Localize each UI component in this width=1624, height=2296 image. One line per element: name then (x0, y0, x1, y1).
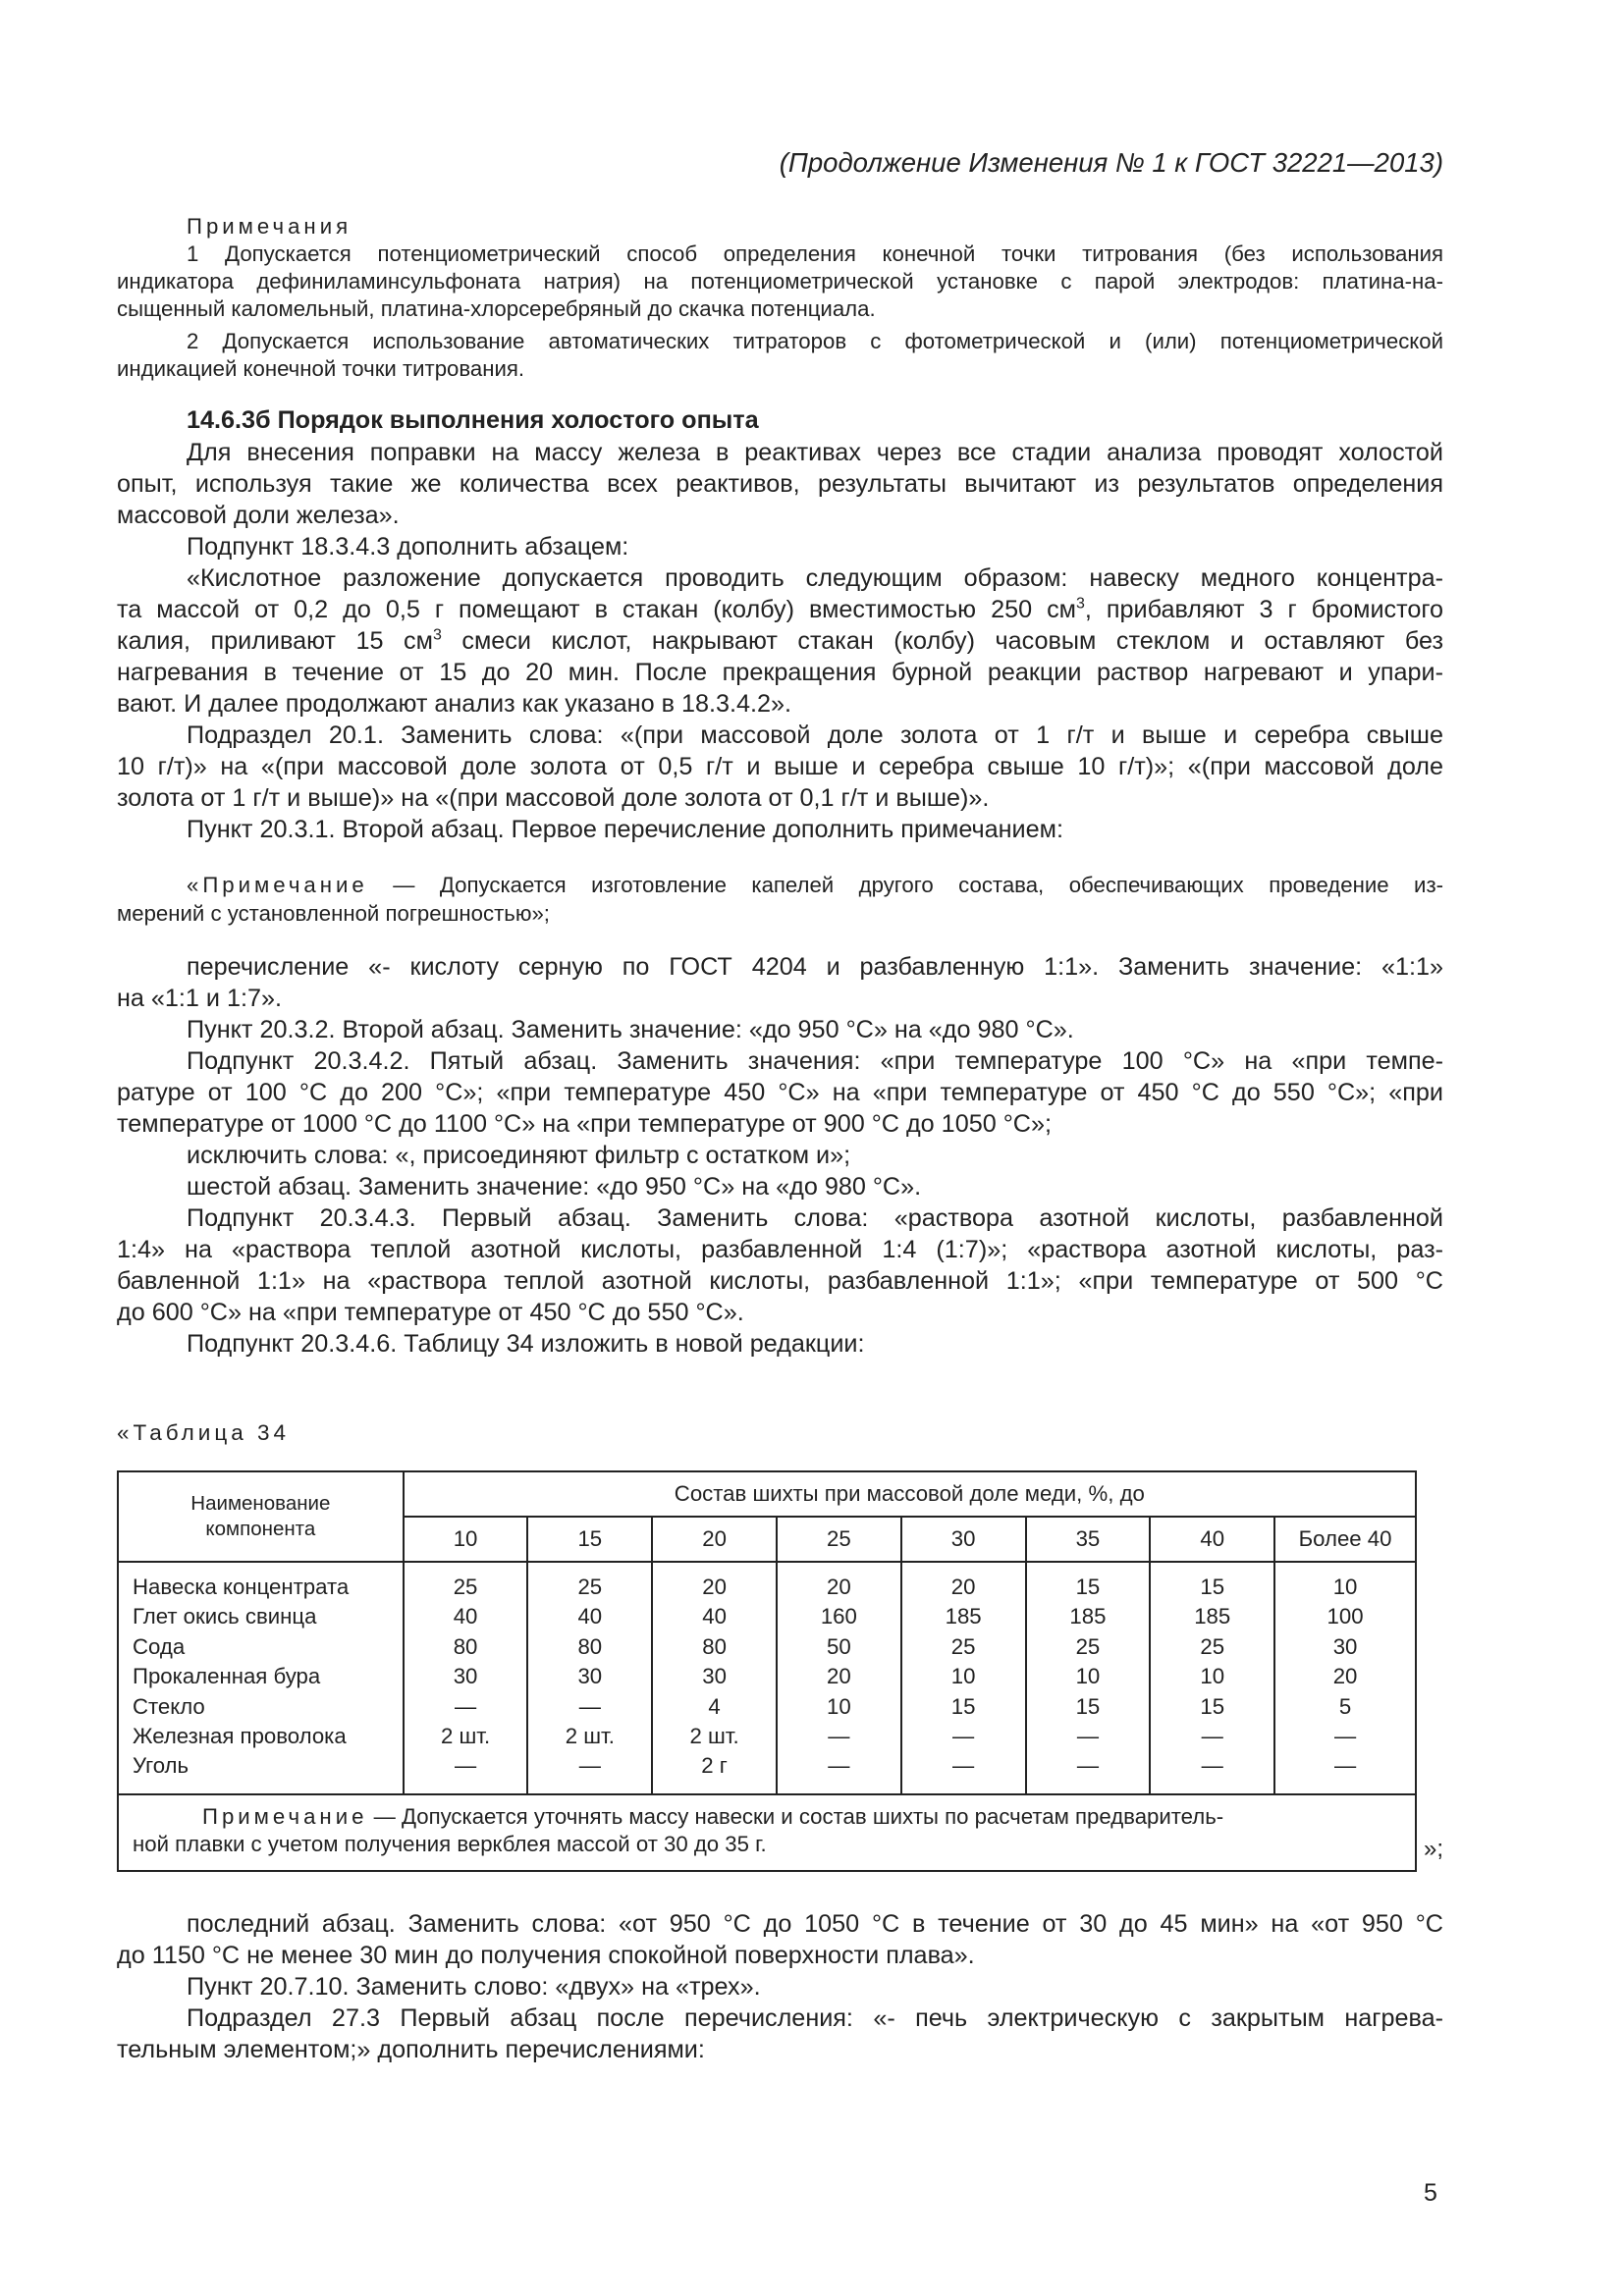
table-34 (117, 1470, 1417, 1872)
table-cell: — (1076, 1724, 1100, 1749)
note-line: ной плавки с учетом получения веркблея массой от 30 до 35 г. (133, 1831, 767, 1856)
table-cell: 185 (945, 1604, 982, 1629)
table-cell: 5 (1338, 1693, 1352, 1719)
table-cell: 20 (827, 1664, 851, 1689)
paragraph-line: массовой доли железа». (117, 502, 400, 529)
paragraph-line (117, 595, 1443, 624)
text-run: калия, приливают 15 см (117, 627, 433, 655)
table-cell: 15 (1200, 1693, 1225, 1719)
table-cell: 30 (702, 1664, 727, 1689)
table-cell: — (1076, 1753, 1100, 1779)
paragraph-line: ратуре от 100 °С до 200 °С»; «при температуре 450 °С» на «при температуре от 450 °С до 550 °С»; «при (117, 1079, 1443, 1106)
table-cell: 50 (827, 1633, 851, 1659)
table-cell: — (1333, 1753, 1357, 1779)
table-cell: — (578, 1693, 601, 1719)
table-cell: Железная проволока (133, 1724, 347, 1749)
table-cell: 10 (1075, 1664, 1101, 1689)
component-names-cell (118, 1562, 404, 1794)
table-cell: 15 (1200, 1575, 1225, 1599)
table-cell: 80 (453, 1633, 478, 1659)
paragraph-line: Подраздел 27.3 Первый абзац после перечисления: «- печь электрическую с закрытым нагрева- (187, 2004, 1443, 2032)
value-column (1274, 1562, 1416, 1794)
running-header: (Продолжение Изменения № 1 к ГОСТ 32221—2013) (779, 147, 1443, 178)
paragraph-line: 10 г/т)» на «(при массовой доле золота от 0,5 г/т и выше и серебра свыше 10 г/т)»; «(при массовой доле (117, 753, 1443, 780)
paragraph-line: Пункт 20.3.1. Второй абзац. Первое перечисление дополнить примечанием: (187, 816, 1063, 843)
note-1-line: индикатора дефиниламинсульфоната натрия) на потенциометрической установке с парой электродов: платина-на- (117, 269, 1443, 294)
table-cell: 2 шт. (689, 1724, 739, 1749)
note-label: Примечание (202, 1803, 368, 1829)
table-cell: 2 шт. (440, 1724, 491, 1749)
table-cell: 10 (1332, 1575, 1358, 1599)
table-cell: 20 (1332, 1664, 1358, 1689)
table-body (118, 1562, 1416, 1794)
table-cell: — (828, 1724, 850, 1749)
table-cell: 25 (950, 1633, 976, 1659)
paragraph-line: температуре от 1000 °С до 1100 °С» на «при температуре от 900 °С до 1050 °С»; (117, 1110, 1052, 1138)
table-cell: 30 (453, 1664, 478, 1689)
paragraph-line: Пункт 20.3.2. Второй абзац. Заменить значение: «до 950 °С» на «до 980 °С». (187, 1016, 1074, 1043)
table-cell: 2 г (701, 1753, 728, 1779)
page-number: 5 (1424, 2179, 1437, 2207)
table-cell: 20 (950, 1575, 976, 1599)
note-1-line: сыщенный каломельный, платина-хлорсеребряный до скачка потенциала. (117, 296, 876, 321)
table-cell: 20 (702, 1575, 727, 1599)
table-cell: 20 (827, 1575, 851, 1599)
text-run: смеси кислот, накрывают стакан (колбу) часовым стеклом и оставляют без (441, 627, 1443, 655)
table-cell: 25 (577, 1575, 603, 1599)
value-column (527, 1562, 652, 1794)
table-cell: 40 (453, 1604, 478, 1629)
paragraph-line: шестой абзац. Заменить значение: «до 950 °С» на «до 980 °С». (187, 1173, 922, 1201)
paragraph-line: Подпункт 20.3.4.2. Пятый абзац. Заменить значения: «при температуре 100 °С» на «при темпе- (187, 1047, 1443, 1075)
table-cell: 25 (1075, 1633, 1101, 1659)
table-caption: «Таблица 34 (117, 1420, 291, 1445)
table-cell: 40 (702, 1604, 727, 1629)
column-header: 15 (527, 1517, 652, 1562)
value-column (1026, 1562, 1151, 1794)
table-cell: 2 шт. (565, 1724, 615, 1749)
closing-quote: »; (1424, 1836, 1444, 1862)
table-cell: — (828, 1753, 850, 1779)
paragraph-line: тельным элементом;» дополнить перечислениями: (117, 2036, 705, 2063)
table-cell: 185 (1194, 1604, 1231, 1629)
column-header-name (118, 1471, 404, 1562)
note-line (133, 1803, 1401, 1831)
table-note-row (118, 1794, 1416, 1871)
table-cell: 25 (1200, 1633, 1225, 1659)
table-header-row (118, 1471, 1416, 1517)
table-cell: — (1201, 1753, 1223, 1779)
paragraph-line: «Кислотное разложение допускается проводить следующим образом: навеску медного концентра- (187, 564, 1443, 592)
group-header: Состав шихты при массовой доле меди, %, до (404, 1471, 1416, 1517)
table-cell: — (578, 1753, 601, 1779)
column-header: 20 (652, 1517, 777, 1562)
superscript: 3 (1076, 595, 1085, 613)
paragraph-line: 1:4» на «раствора теплой азотной кислоты, разбавленной 1:4 (1:7)»; «раствора азотной кислоты, раз- (117, 1236, 1443, 1263)
notes-title: Примечания (187, 214, 352, 239)
table-cell: 4 (708, 1693, 721, 1719)
paragraph-line: на «1:1 и 1:7». (117, 985, 283, 1012)
value-column (901, 1562, 1026, 1794)
value-column (1150, 1562, 1274, 1794)
table-cell: — (952, 1724, 975, 1749)
note-line (187, 872, 1443, 899)
paragraph-line: до 1150 °С не менее 30 мин до получения спокойной поверхности плава». (117, 1942, 975, 1969)
column-header: 30 (901, 1517, 1026, 1562)
note-1-line: 1 Допускается потенциометрический способ определения конечной точки титрования (без использования (187, 241, 1443, 266)
superscript: 3 (432, 626, 442, 644)
column-header: 25 (777, 1517, 901, 1562)
text-run: — Допускается уточнять массу навески и состав шихты по расчетам предваритель- (367, 1803, 1224, 1829)
header-text: Наименование (190, 1492, 331, 1515)
paragraph-line: исключить слова: «, присоединяют фильтр с остатком и»; (187, 1142, 851, 1169)
table-cell: — (454, 1693, 477, 1719)
note-2-line: индикацией конечной точки титрования. (117, 356, 525, 381)
table-cell: Прокаленная бура (133, 1664, 321, 1689)
table-cell: 10 (1200, 1664, 1225, 1689)
table-cell: Сода (133, 1633, 186, 1659)
value-column (652, 1562, 777, 1794)
value-column (777, 1562, 901, 1794)
table-cell: — (1201, 1724, 1223, 1749)
column-header: 10 (404, 1517, 528, 1562)
table-cell: 10 (950, 1664, 976, 1689)
table-cell: 185 (1069, 1604, 1107, 1629)
table-cell: 80 (577, 1633, 603, 1659)
paragraph-line: Пункт 20.7.10. Заменить слово: «двух» на «трех». (187, 1973, 761, 2001)
paragraph-line: бавленной 1:1» на «раствора теплой азотной кислоты, разбавленной 1:1»; «при температуре от 500 °С (117, 1267, 1443, 1295)
table-cell: Навеска концентрата (133, 1575, 350, 1599)
table-cell: 15 (1075, 1693, 1101, 1719)
text-run: , прибавляют 3 г бромистого (1084, 596, 1444, 623)
table-cell: 15 (1075, 1575, 1101, 1599)
paragraph-line: опыт, используя такие же количества всех реактивов, результаты вычитают из результатов определения (117, 470, 1443, 498)
paragraph-line (117, 626, 1443, 656)
text-run: — Допускается изготовление капелей другого состава, обеспечивающих проведение из- (367, 873, 1443, 897)
header-text: компонента (205, 1518, 316, 1540)
note-line: мерений с установленной погрешностью»; (117, 901, 550, 926)
table-cell: 160 (820, 1604, 857, 1629)
table-cell: — (1333, 1724, 1357, 1749)
paragraph-line: Подпункт 20.3.4.3. Первый абзац. Заменить слова: «раствора азотной кислоты, разбавленной (187, 1204, 1443, 1232)
table-cell: Стекло (133, 1693, 205, 1719)
table-cell: 15 (950, 1693, 976, 1719)
table-cell: — (454, 1753, 477, 1779)
paragraph-line: золота от 1 г/т и выше)» на «(при массовой доле золота от 0,1 г/т и выше)». (117, 784, 990, 812)
note-2-line: 2 Допускается использование автоматических титраторов с фотометрической и (или) потенциометрической (187, 329, 1443, 353)
table-cell: 30 (577, 1664, 603, 1689)
column-header: 40 (1150, 1517, 1274, 1562)
table-cell: 25 (453, 1575, 478, 1599)
paragraph-line: Для внесения поправки на массу железа в реактивах через все стадии анализа проводят холостой (187, 439, 1443, 466)
table-cell: 30 (1332, 1633, 1358, 1659)
section-heading: 14.6.3б Порядок выполнения холостого опыта (187, 406, 759, 434)
paragraph-line: нагревания в течение от 15 до 20 мин. После прекращения бурной реакции раствор нагревают и упари- (117, 659, 1443, 686)
column-header: 35 (1026, 1517, 1151, 1562)
paragraph-line: Подпункт 18.3.4.3 дополнить абзацем: (187, 533, 629, 561)
column-header: Более 40 (1274, 1517, 1416, 1562)
note-label: «Примечание (187, 873, 368, 897)
table-note (118, 1794, 1416, 1871)
table-cell: Глет окись свинца (133, 1604, 317, 1629)
paragraph-line: последний абзац. Заменить слова: «от 950 °С до 1050 °С в течение от 30 до 45 мин» на «от 950 °С (187, 1910, 1443, 1938)
table-cell: 80 (702, 1633, 727, 1659)
text-run: та массой от 0,2 до 0,5 г помещают в стакан (колбу) вместимостью 250 см (117, 596, 1077, 623)
table-cell: — (952, 1753, 975, 1779)
paragraph-line: вают. И далее продолжают анализ как указано в 18.3.4.2». (117, 690, 791, 718)
table-cell: 40 (577, 1604, 603, 1629)
table-cell: Уголь (133, 1753, 189, 1779)
paragraph-line: Подпункт 20.3.4.6. Таблицу 34 изложить в новой редакции: (187, 1330, 865, 1358)
paragraph-line: до 600 °С» на «при температуре от 450 °С до 550 °С». (117, 1299, 744, 1326)
table-cell: 100 (1326, 1604, 1364, 1629)
value-column (404, 1562, 528, 1794)
paragraph-line: Подраздел 20.1. Заменить слова: «(при массовой доле золота от 1 г/т и выше и серебра свыше (187, 721, 1443, 749)
paragraph-line: перечисление «- кислоту серную по ГОСТ 4204 и разбавленную 1:1». Заменить значение: «1:1» (187, 953, 1443, 981)
table-cell: 10 (827, 1693, 851, 1719)
